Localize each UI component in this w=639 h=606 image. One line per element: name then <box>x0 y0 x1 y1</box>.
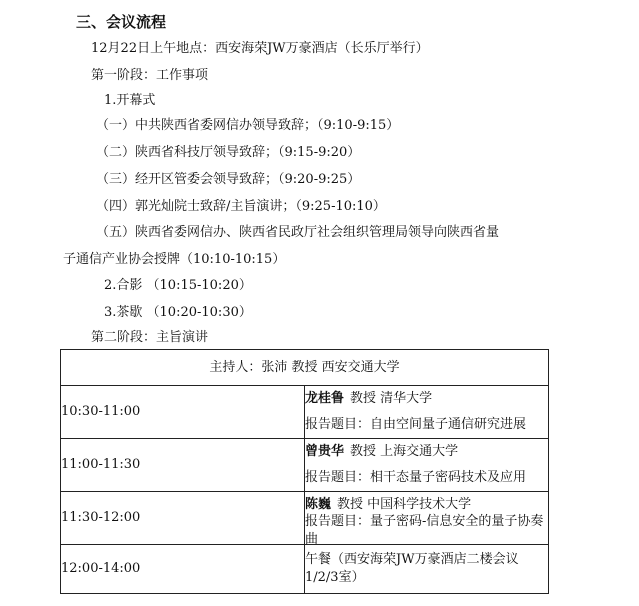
agenda-item-5-line1: （五）陕西省委网信办、陕西省民政厅社会组织管理局领导向陕西省量 <box>96 225 500 240</box>
section-title: 三、会议流程 <box>76 13 167 31</box>
talk-detail <box>305 492 549 545</box>
agenda-item-5-line2: 子通信产业协会授牌（10:10-10:15） <box>63 252 286 267</box>
agenda-item-4: （四）郭光灿院士致辞/主旨演讲；（9:25-10:10） <box>96 199 386 214</box>
talk-row <box>61 439 549 492</box>
speaker-name: 陈巍 <box>305 497 332 512</box>
lunch-time: 12:00-14:00 <box>61 545 305 594</box>
talk-topic: 报告题目：相干态量子密码技术及应用 <box>305 470 527 485</box>
speaker-name: 龙桂鲁 <box>305 391 345 406</box>
talk-row <box>61 386 549 439</box>
speaker-affiliation: 教授 清华大学 <box>350 391 433 406</box>
agenda-item-3: （三）经开区管委会领导致辞；（9:20-9:25） <box>96 172 361 187</box>
talk-topic: 报告题目：自由空间量子通信研究进展 <box>305 417 527 432</box>
talk-detail <box>305 386 549 439</box>
speaker-line <box>305 386 548 412</box>
talk-topic: 报告题目：量子密码-信息安全的量子协奏曲 <box>305 514 544 547</box>
speaker-name: 曾贵华 <box>305 444 345 459</box>
talk-time: 10:30-11:00 <box>61 386 305 439</box>
speaker-line <box>305 439 548 465</box>
meeting-intro: 12月22日上午地点：西安海荣JW万豪酒店（长乐厅举行） <box>91 41 429 56</box>
talk-time: 11:00-11:30 <box>61 439 305 492</box>
tea-break: 3.茶歇 （10:20-10:30） <box>104 305 252 320</box>
opening-ceremony: 1.开幕式 <box>104 93 156 108</box>
agenda-item-2: （二）陕西省科技厅领导致辞；（9:15-9:20） <box>96 145 361 160</box>
talk-detail <box>305 439 549 492</box>
group-photo: 2.合影 （10:15-10:20） <box>104 278 252 293</box>
agenda-item-1: （一）中共陕西省委网信办领导致辞；（9:10-9:15） <box>96 118 400 133</box>
host-cell: 主持人：张沛 教授 西安交通大学 <box>61 350 549 386</box>
phase1-title: 第一阶段：工作事项 <box>91 68 209 83</box>
lunch-detail: 午餐（西安海荣JW万豪酒店二楼会议1/2/3室） <box>305 545 549 594</box>
lunch-row <box>61 545 549 594</box>
host-row <box>61 350 549 386</box>
talk-row <box>61 492 549 545</box>
talk-time: 11:30-12:00 <box>61 492 305 545</box>
keynote-schedule-table <box>60 349 549 594</box>
speaker-affiliation: 教授 中国科学技术大学 <box>337 497 472 512</box>
phase2-title: 第二阶段：主旨演讲 <box>91 330 209 345</box>
speaker-affiliation: 教授 上海交通大学 <box>350 444 459 459</box>
